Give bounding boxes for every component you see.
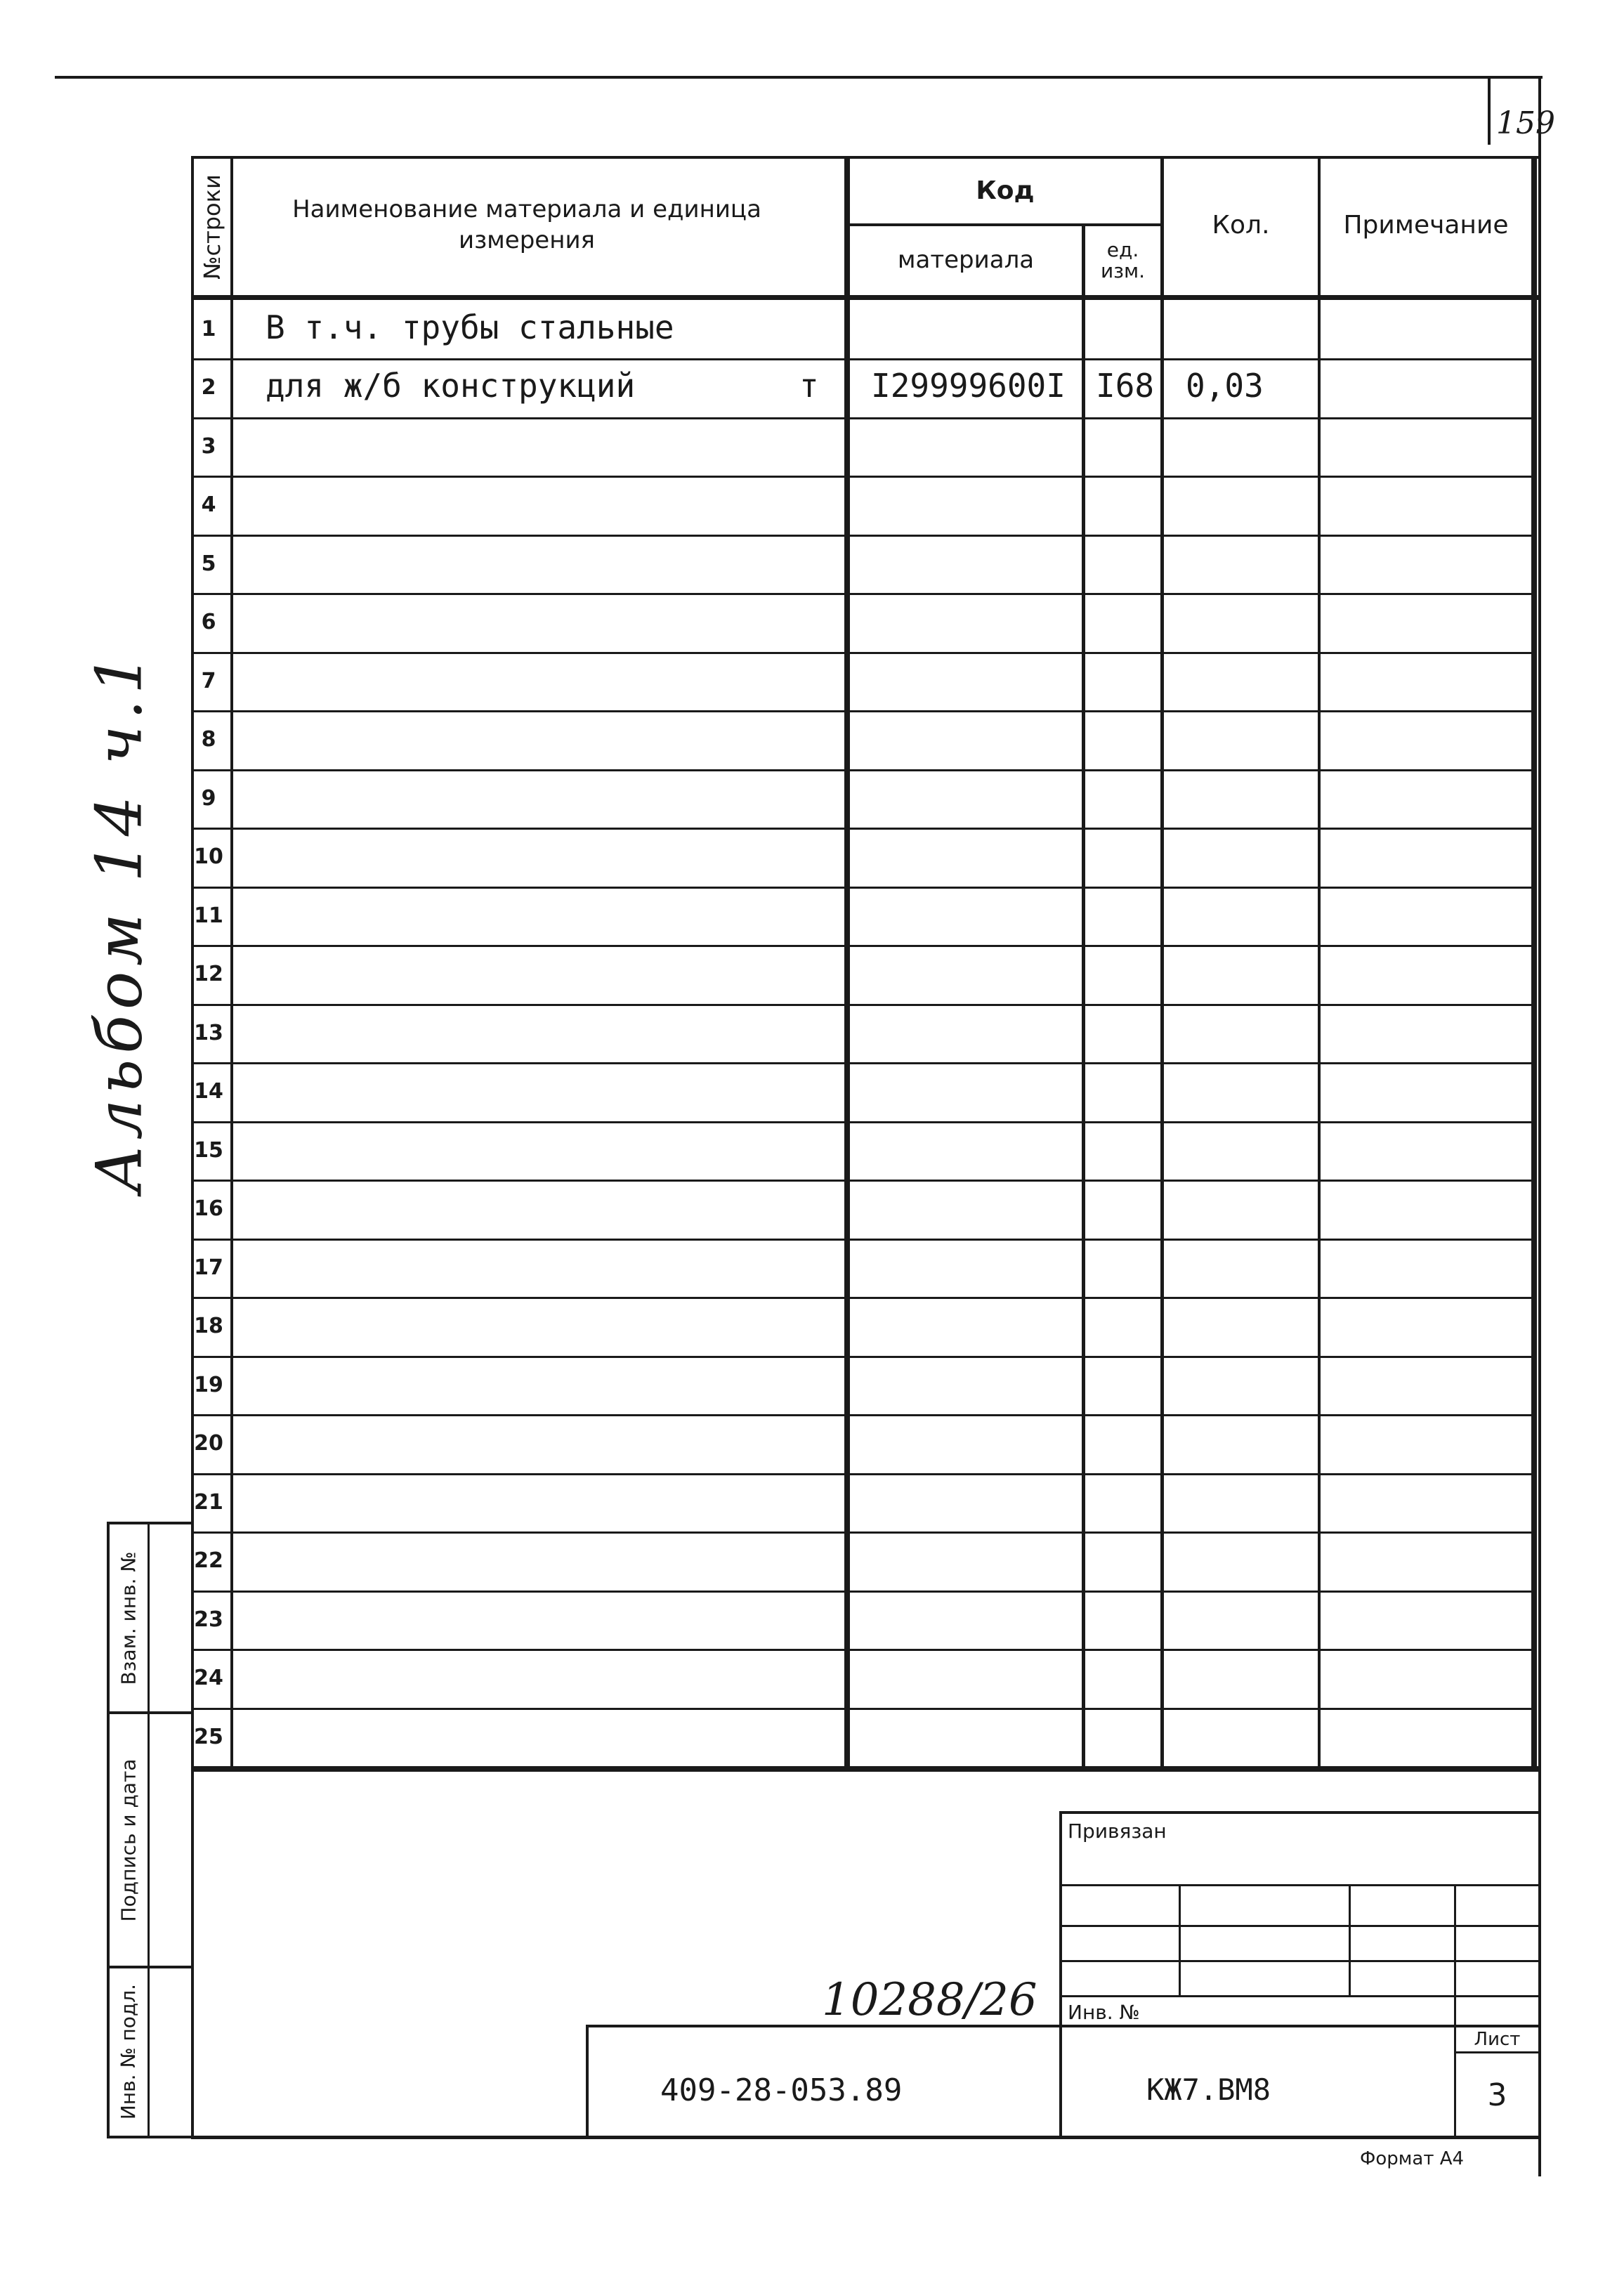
row-divider [194,358,1537,360]
row-divider [194,535,1537,537]
header-code-unit: ед. изм. [1100,238,1146,282]
row-divider [194,1473,1537,1475]
row-divider [194,1414,1537,1416]
row-unit: т [799,367,819,405]
sheet-label: Лист [1474,2029,1521,2050]
row-number: 6 [201,610,216,634]
stamp-vzam-inv: Взам. инв. № [117,1550,140,1685]
row-divider [194,1297,1537,1299]
row-material-code: I29999600I [871,367,1066,405]
row-unit-code: I68 [1096,367,1155,405]
row-number: 16 [194,1196,223,1221]
album-handwriting: Альбом 14 ч.1 [82,648,157,1193]
row-number: 21 [194,1490,223,1515]
row-number: 15 [194,1138,223,1163]
header-note: Примечание [1343,210,1509,240]
row-divider [194,769,1537,771]
row-qty: 0,03 [1186,367,1264,405]
row-divider [194,710,1537,712]
row-name: В т.ч. трубы стальные [266,308,674,346]
row-divider [194,1121,1537,1123]
row-divider [194,1180,1537,1182]
row-divider [194,1239,1537,1241]
row-divider [194,1708,1537,1710]
row-number: 11 [194,903,223,928]
row-divider [194,652,1537,654]
stamp-inv-podl: Инв. № подл. [117,1983,140,2120]
row-divider [194,1356,1537,1358]
row-number: 13 [194,1021,223,1045]
header-qty: Кол. [1212,210,1270,240]
doc-mark: КЖ7.ВМ8 [1146,2072,1271,2107]
row-number: 7 [201,669,216,693]
row-number: 2 [201,375,216,400]
row-divider [194,476,1537,478]
row-divider [194,1591,1537,1593]
row-number: 12 [194,962,223,986]
header-name: Наименование материала и единица измерения [292,195,761,254]
row-number: 25 [194,1725,223,1749]
row-number: 10 [194,844,223,869]
row-number: 24 [194,1666,223,1690]
page-number: 159 [1496,105,1555,141]
row-number: 22 [194,1548,223,1573]
stamp-sign-date: Подпись и дата [117,1758,140,1921]
row-number: 18 [194,1314,223,1338]
row-divider [194,1062,1537,1064]
row-number: 1 [201,317,216,341]
row-divider [194,417,1537,419]
row-number: 20 [194,1431,223,1456]
doc-code: 409-28-053.89 [660,2072,903,2108]
sheet-number: 3 [1487,2077,1507,2113]
row-divider [194,593,1537,595]
row-number: 23 [194,1607,223,1632]
row-divider [194,887,1537,889]
row-divider [194,945,1537,947]
format-label: Формат А4 [1360,2148,1465,2169]
row-number: 5 [201,551,216,576]
row-divider [194,1531,1537,1534]
row-number: 4 [201,492,216,517]
row-number: 17 [194,1255,223,1280]
row-divider [194,1004,1537,1006]
privyazan-label: Привязан [1068,1820,1167,1843]
row-number: 14 [194,1079,223,1104]
row-name: для ж/б конструкций [266,367,636,405]
row-number: 8 [201,727,216,752]
row-divider [194,828,1537,830]
row-divider [194,1649,1537,1651]
header-code-material: материала [897,246,1035,274]
inv-no-label: Инв. № [1068,2001,1140,2024]
handwritten-number: 10288/26 [822,1974,1037,2026]
row-number: 19 [194,1373,223,1397]
row-number: 9 [201,786,216,811]
row-number: 3 [201,434,216,459]
header-row-number: №строки [199,174,225,280]
header-code: Код [976,176,1035,205]
